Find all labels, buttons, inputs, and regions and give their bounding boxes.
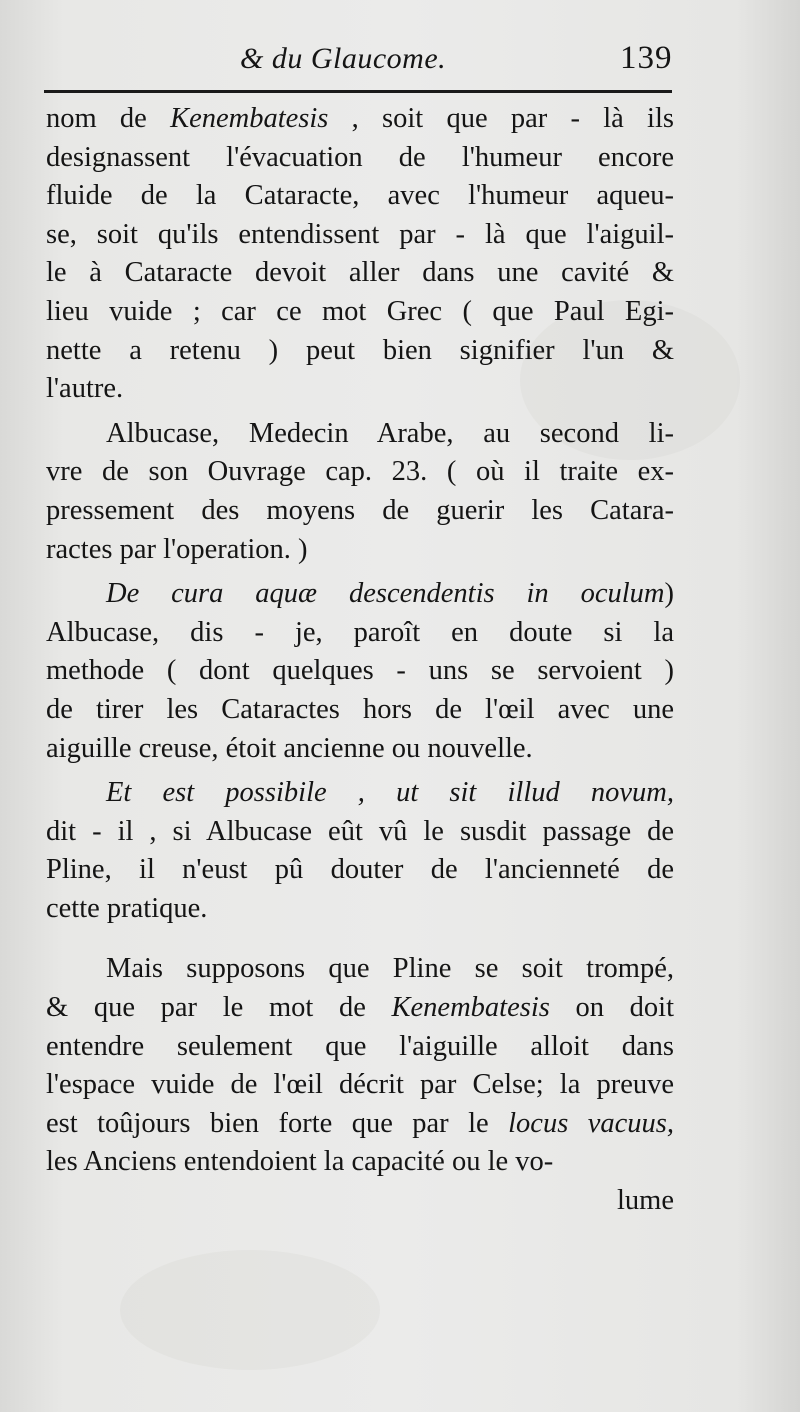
text-line [46,1143,674,1182]
text-line [46,575,674,614]
body-text [46,100,674,1221]
paragraph [46,950,674,1182]
paragraph-gap [46,928,674,950]
text-line [46,652,674,691]
paragraph [46,575,674,768]
text-line [46,415,674,454]
text-line [46,139,674,178]
paragraph [46,100,674,409]
text-run: nom de [46,103,171,134]
text-run: cette pratique. [46,892,208,924]
text-line [46,531,674,570]
text-run: le à Cataracte devoit aller dans une cavité & [46,257,674,289]
text-line [46,890,674,929]
text-run: lieu vuide ; car ce mot Grec ( que Paul Egi- [46,295,674,327]
text-run: est toûjours bien forte que par le [46,1107,509,1139]
text-run: nette a retenu ) peut bien signifier l'un & [46,334,674,366]
text-run: Albucase, Medecin Arabe, au second li- [106,417,674,449]
text-line [46,989,674,1028]
paper-stain [120,1250,380,1370]
text-line [46,492,674,531]
text-run: Albucase, dis - je, paroît en doute si la [46,616,674,648]
text-line [46,950,674,989]
text-run: les Anciens entendoient la capacité ou le vo- [46,1146,554,1178]
text-run: on doit [549,992,674,1024]
text-run: , soit que par - là ils [328,103,674,134]
text-line [46,216,674,255]
text-line [46,177,674,216]
text-run: aiguille creuse, étoit ancienne ou nouvelle. [46,732,533,764]
text-run: l'espace vuide de l'œil décrit par Celse; la preuve [46,1069,674,1101]
text-run: de tirer les Cataractes hors de l'œil avec une [46,693,674,725]
text-line [46,1066,674,1105]
italic-text-run: De cura aquæ descendentis in oculum [106,578,665,610]
text-line [46,1028,674,1067]
text-line [46,254,674,293]
text-run: pressement des moyens de guerir les Catara- [46,494,674,526]
text-run: ractes par l'operation. ) [46,533,308,565]
page-number: 139 [620,40,673,76]
text-line [46,813,674,852]
italic-text-run: Et est possibile , ut sit illud novum, [106,777,674,809]
text-run: Mais supposons que Pline se soit trompé, [106,953,674,985]
text-line [46,730,674,769]
text-line [46,332,674,371]
page-header [0,38,800,88]
italic-text-run: Kenembatesis [391,992,550,1024]
text-run: Pline, il n'eust pû douter de l'ancienneté de [46,854,674,886]
text-run: l'autre. [46,373,124,405]
text-run: entendre seulement que l'aiguille alloit dans [46,1030,674,1062]
italic-text-run: locus vacuus, [508,1107,674,1139]
running-title: & du Glaucome. [240,42,447,75]
text-line [46,293,674,332]
text-run: methode ( dont quelques - uns se servoient ) [46,655,674,687]
text-line [46,100,674,139]
header-rule [44,90,672,93]
text-line [46,370,674,409]
text-run: designassent l'évacuation de l'humeur encore [46,141,674,173]
italic-text-run: Kenembatesis [170,103,329,134]
text-line [46,851,674,890]
text-run: fluide de la Cataracte, avec l'humeur aqueu- [46,180,674,212]
catchword: lume [617,1185,674,1217]
text-line [46,774,674,813]
text-run: ) [664,578,674,610]
text-run: & que par le mot de [46,992,392,1024]
text-line [46,691,674,730]
text-line [46,1105,674,1144]
text-run: dit - il , si Albucase eût vû le susdit passage de [46,815,674,847]
paragraph [46,415,674,569]
text-run: se, soit qu'ils entendissent par - là que l'aiguil- [46,218,674,250]
text-run: vre de son Ouvrage cap. 23. ( où il traite ex- [46,456,674,488]
text-line [46,614,674,653]
text-line [46,453,674,492]
paragraph [46,774,674,928]
